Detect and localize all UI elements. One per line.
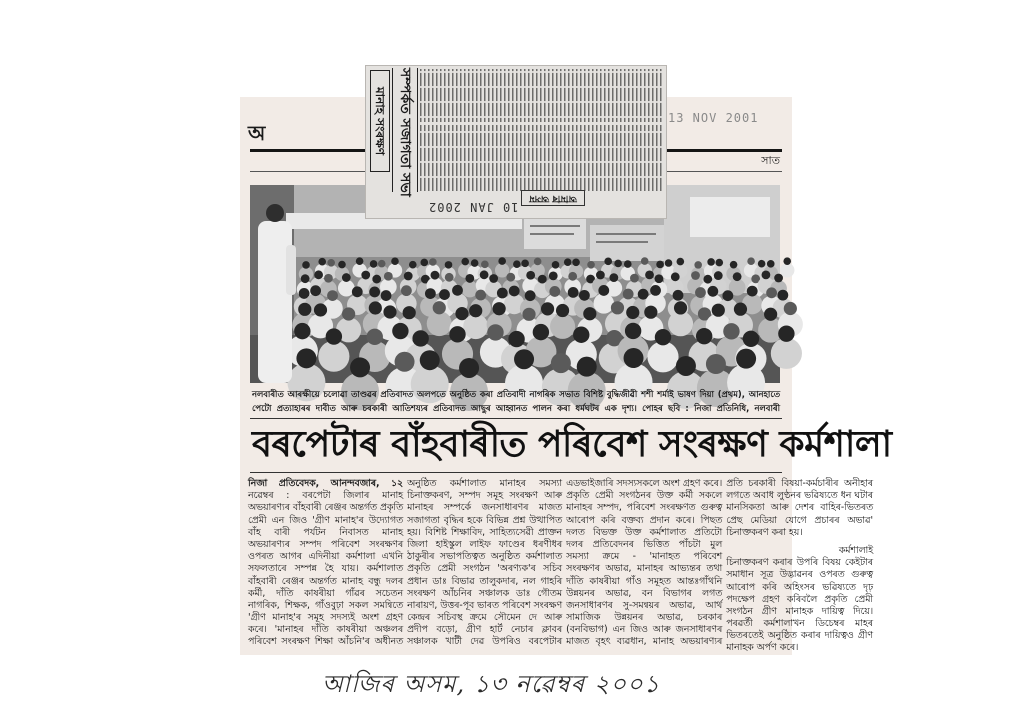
article-line: দলৰ প্ৰতিবেদনৰ ভিত্তিত পাঁচটা মুল bbox=[566, 538, 723, 550]
article-line: প্ৰধান ডাঃ বিভাৱ তালুকদাৰ, নল গাহৰি bbox=[407, 575, 563, 587]
article-paragraph-lead: কৰ্মশালাই bbox=[838, 544, 874, 556]
article-line: সংৰক্ষণৰ অভাৱ, মানাহৰ আভ্যন্তৰ তথা bbox=[566, 563, 723, 575]
headline-rule-top bbox=[250, 418, 782, 419]
article-line: মানাহক অৰ্পণ কৰে। bbox=[726, 642, 799, 654]
article-column bbox=[248, 478, 403, 655]
article-line: সফলতাৰে সম্পন্ন হৈ যায়। কৰ্মশালাত bbox=[248, 563, 404, 575]
article-line: সংগঠন গ্ৰীণ মানাহক দায়িত্ব দিয়ে। bbox=[726, 605, 874, 617]
article-line: অভয়াৰণ্যৰ সম্পদ পৰিবেশ সংৰক্ষণৰ bbox=[248, 538, 404, 550]
article-line: 'গ্ৰীণ মানাহ'ৰ সমূহ সদস্যই অংশ গ্ৰহণ bbox=[248, 612, 404, 624]
caption-line: পেটো প্ৰত্যাহাৰৰ দাবীত আৰু চৰকাৰী আতিশয্যৰ প্ৰতিবাদত আছুৰ আহ্বানত পালন কৰা ধৰ্মঘটৰ এক দৃশ্য। পোহৰ ছবি : নিজা প্ৰতিনিধি, নলবাৰী bbox=[252, 403, 780, 413]
date-received-stamp: 13 NOV 2001 bbox=[668, 111, 759, 125]
article-line: দাঁতি কাষৰীয়া গাঁও সমূহত আন্তঃগাঁথনি bbox=[566, 575, 723, 587]
article-line: বাঁহ বাৰী পৰ্যটন নিবাসত মানাহ bbox=[248, 526, 404, 538]
inset-headline-secondary: সম্পৰ্কত সজাগতা সভা bbox=[392, 68, 418, 192]
caption-line: নলবাৰীত আৰক্ষীয়ে চলোৱা তাণ্ডৱৰ প্ৰতিবাদত অলপতে অনুষ্ঠিত কৰা প্ৰতিবাদী নাগৰিক সভাত বিশিষ্ট বুদ্ধিজীৱী শশী শৰ্মাই ভাষণ দিয়া (প্ৰথম), আনহাতে bbox=[252, 389, 780, 399]
article-line: মানাহৰ সম্পৰ্কে জনসাধাৰণৰ মাজত bbox=[407, 502, 563, 514]
article-line: আৰোপ কৰি বক্তব্য প্ৰদান কৰে। পিছত bbox=[566, 514, 723, 526]
article-line: সজাগতা বৃদ্ধিৰ হকে বিভিন্ন প্ৰশ্ন উত্থাপিত bbox=[407, 514, 563, 526]
article-line: লগতে অবাধ লুণ্ঠনৰ ভৱিষ্যতে ধন ঘটাৰ bbox=[726, 490, 874, 502]
article-line: প্ৰকৃতি প্ৰেমী সংগঠন 'অৰণ্যক'ৰ সচিব bbox=[407, 563, 563, 575]
article-line: প্ৰদীপ বড়ো, গ্ৰীণ হাৰ্ট নেচাৰ ক্লাবৰ bbox=[407, 624, 563, 636]
article-column bbox=[407, 478, 562, 655]
article-line: নাৰায়ণ, উত্তৰ-পূব ভাৰত পৰিবেশ সংৰক্ষণ bbox=[407, 599, 563, 611]
article-line: চিনাক্তকৰণ, সম্পদ সমূহ সংৰক্ষণ আৰু bbox=[407, 490, 563, 502]
article-line: সমস্যা ক্ৰমে - 'মানাহত পৰিবেশ bbox=[566, 551, 723, 563]
article-line: ভিতৰতেই অনুষ্ঠিত কৰাৰ দায়িত্বও গ্ৰীণ bbox=[726, 630, 874, 642]
article-line: অভয়াৰণ্যৰ বাঁহবাৰী ৰেঞ্জৰ অন্তৰ্গত প্ৰকৃতি bbox=[248, 502, 404, 514]
article-line: প্ৰকৃতি প্ৰেমী সংগঠনৰ উক্ত কৰ্মী সকলে bbox=[566, 490, 723, 502]
article-line: সামাজিক উন্নয়নৰ অভাৱ, চৰকাৰ bbox=[566, 612, 723, 624]
article-line: প্ৰেমী এন জিও 'গ্ৰীণ মানাহ'ৰ উদ্যোগত bbox=[248, 514, 404, 526]
article-line: চিনাক্তকৰণ কৰা হয়। bbox=[726, 526, 803, 538]
article-headline: বৰপেটাৰ বাঁহবাৰীত পৰিবেশ সংৰক্ষণ কৰ্মশালা bbox=[252, 424, 892, 465]
article-line: কৰে। 'মানাহৰ দাঁতি কাষৰীয়া অঞ্চলৰ bbox=[248, 624, 404, 636]
article-line: সমাধান সূত্ৰ উদ্ভাৱনৰ ওপৰত গুৰুত্ব bbox=[726, 569, 874, 581]
inset-date-stamp: 10 JAN 2002 bbox=[428, 200, 519, 214]
article-line: জিলা হাইস্কুল লাইফ ফাণ্ডেৰ ধৰণীধৰ bbox=[407, 538, 563, 550]
article-line: ওপৰত আগৰ এদিনীয়া কৰ্মশালা এখনি bbox=[248, 551, 404, 563]
article-line: মাজত বৃহৎ ব্যৱধান, মানাহ অভয়াৰণ্যৰ bbox=[566, 636, 723, 648]
article-line: মানসিকতা আৰু দেশৰ বাহিৰ-ভিতৰত bbox=[726, 502, 874, 514]
article-line: নিজা প্ৰতিবেদক, আনন্দবজাৰ, ১২ bbox=[248, 478, 404, 489]
inset-newspaper-stamp: আমাৰ অসম bbox=[521, 190, 585, 206]
article-line: নাগৰিক, শিক্ষক, গাঁওবুঢ়া সকল সমন্বিতে bbox=[248, 599, 404, 611]
inset-headline-primary: মানাহ সংৰক্ষণ bbox=[370, 70, 390, 172]
page-number: সাত bbox=[761, 154, 780, 167]
article-line: নৱেম্বৰ : বৰপেটা জিলাৰ মানাহ bbox=[248, 490, 404, 502]
handwritten-source-note: আজিৰ অসম, ১৩ নৱেম্বৰ ২০০১ bbox=[322, 670, 661, 698]
article-column bbox=[566, 478, 722, 655]
article-line: বাঁহবাৰী ৰেঞ্জৰ অন্তৰ্গত মানাহ বন্ধু দলৰ bbox=[248, 575, 404, 587]
headline-rule-bottom bbox=[250, 472, 782, 473]
article-line: হয়। বিশিষ্ট শিক্ষাবিদ, সাহিত্যসেৱী প্ৰাক্তন bbox=[407, 526, 563, 538]
article-line: পৰিবেশ সংৰক্ষণ শিক্ষা আঁচনি'ৰ অধীনত bbox=[248, 636, 404, 648]
standing-speaker bbox=[258, 204, 296, 383]
masthead-fragment: অ bbox=[248, 121, 266, 145]
article-line: চিনাক্তকৰণ কৰাৰ উপৰি বিষয় কেইটাৰ bbox=[726, 557, 874, 569]
article-line: পদক্ষেপ গ্ৰহণ কৰিবলৈ প্ৰকৃতি প্ৰেমী bbox=[726, 593, 874, 605]
photo-caption bbox=[252, 387, 780, 417]
article-line: সঞ্চালক খাটী দেৱ উপৰিও বৰপেটাৰ bbox=[407, 636, 563, 648]
article-line: প্ৰতি চৰকাৰী বিষয়া-কৰ্মচাৰীৰ অনীহাৰ bbox=[726, 478, 874, 489]
article-line: আৰোপ কৰি অহিংসৰ ভৱিষ্যতে দৃঢ় bbox=[726, 581, 874, 593]
inset-body-text bbox=[420, 69, 662, 191]
inset-clipping bbox=[365, 65, 667, 219]
article-line: দলত বিভক্ত উক্ত কৰ্মশালাত প্ৰতিটো bbox=[566, 526, 723, 538]
article-line: কৰ্মী, দাঁতি কাষৰীয়া গাঁৱৰ সচেতন bbox=[248, 587, 404, 599]
article-column bbox=[726, 478, 873, 655]
article-line: কেন্দ্ৰৰ সচিবস্থ ক্ৰমে সৌমেন দে আৰু bbox=[407, 612, 563, 624]
article-line: অনুষ্ঠিত কৰ্মশালাত মানাহৰ সমস্যা bbox=[407, 478, 563, 489]
article-line: প্ৰেছ মেডিয়া যোগে প্ৰচাৰৰ অভাৱ' bbox=[726, 514, 874, 526]
article-line: ঠাকুৰীৰ সভাপতিত্বত অনুষ্ঠিত কৰ্মশালাত bbox=[407, 551, 563, 563]
article-line: উন্নয়নৰ অভাৱ, বন বিভাগৰ লগত bbox=[566, 587, 723, 599]
article-line: মানাহৰ সম্পদ, পৰিবেশ সংৰক্ষণত গুৰুত্ব bbox=[566, 502, 723, 514]
article-line: সংৰক্ষণ আঁচনিৰ সঞ্চালক ডাঃ গৌতম bbox=[407, 587, 563, 599]
inset-column-separator bbox=[420, 122, 662, 125]
article-line: পৰৱৰ্তী কৰ্মশালাখন ডিচেম্বৰ মাহৰ bbox=[726, 618, 874, 630]
article-line: (বনবিভাগ) এন জিও আৰু জনসাধাৰণৰ bbox=[566, 624, 723, 636]
article-line: জনসাধাৰণৰ সু-সমন্বয়ৰ অভাৱ, আৰ্থ bbox=[566, 599, 723, 611]
article-body bbox=[248, 478, 874, 655]
crowd-person bbox=[780, 257, 794, 277]
article-line: এডভাইজাৰি সদস্যসকলে অংশ গ্ৰহণ কৰে। bbox=[566, 478, 723, 489]
